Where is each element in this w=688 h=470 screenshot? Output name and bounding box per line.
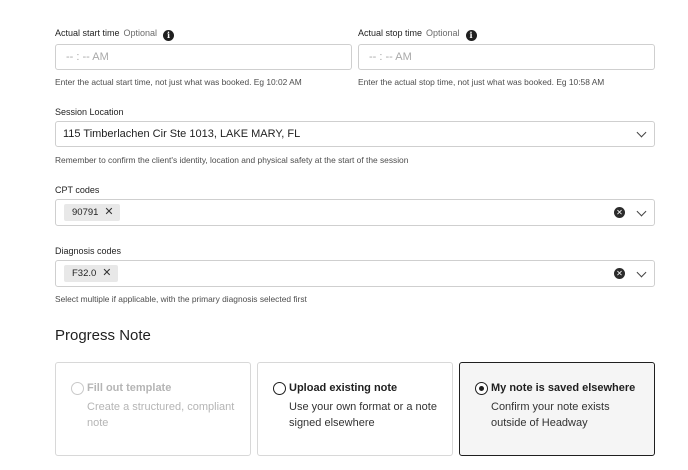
option-title: My note is saved elsewhere	[491, 382, 636, 394]
x-icon[interactable]: ✕	[102, 267, 112, 279]
cpt-code-chip: 90791 ✕	[64, 204, 120, 221]
info-icon[interactable]: i	[466, 30, 477, 41]
clear-icon[interactable]: ✕	[614, 207, 625, 218]
option-note-saved-elsewhere[interactable]	[459, 362, 655, 456]
chevron-down-icon[interactable]	[637, 268, 647, 278]
session-location-select[interactable]	[55, 121, 655, 147]
chevron-down-icon[interactable]	[637, 128, 647, 138]
radio-upload-existing-note[interactable]	[273, 382, 286, 395]
stop-time-placeholder: -- : -- AM	[369, 51, 412, 63]
session-location-help: Remember to confirm the client's identity, location and physical safety at the start of the session	[55, 155, 409, 165]
radio-fill-out-template	[71, 382, 84, 395]
option-title: Fill out template	[87, 382, 172, 394]
cpt-codes-select[interactable]	[55, 199, 655, 226]
diagnosis-code-chip: F32.0 ✕	[64, 265, 118, 282]
option-fill-out-template	[55, 362, 251, 456]
radio-note-saved-elsewhere[interactable]	[475, 382, 488, 395]
cpt-codes-label: CPT codes	[55, 185, 100, 195]
option-title: Upload existing note	[289, 382, 398, 394]
session-location-label: Session Location	[55, 107, 124, 117]
start-time-placeholder: -- : -- AM	[66, 51, 109, 63]
diagnosis-codes-select[interactable]	[55, 260, 655, 287]
stop-time-input[interactable]	[358, 44, 655, 70]
option-description: Create a structured, compliant note	[87, 401, 235, 429]
start-time-optional: Optional	[123, 28, 158, 38]
info-icon[interactable]: i	[163, 30, 174, 41]
stop-time-help: Enter the actual stop time, not just what was booked. Eg 10:58 AM	[358, 77, 605, 87]
start-time-input[interactable]	[55, 44, 352, 70]
progress-note-title: Progress Note	[55, 327, 151, 344]
x-icon[interactable]: ✕	[104, 206, 114, 218]
chevron-down-icon[interactable]	[637, 207, 647, 217]
stop-time-optional: Optional	[426, 28, 460, 38]
diagnosis-codes-help: Select multiple if applicable, with the primary diagnosis selected first	[55, 294, 307, 304]
session-location-value: 115 Timberlachen Cir Ste 1013, LAKE MARY, FL	[63, 128, 301, 140]
start-time-help: Enter the actual start time, not just what was booked. Eg 10:02 AM	[55, 77, 302, 87]
option-description: Confirm your note exists outside of Headway	[491, 401, 610, 429]
option-description: Use your own format or a note signed elsewhere	[289, 401, 437, 429]
stop-time-label: Actual stop time Optional i	[358, 28, 477, 41]
start-time-label: Actual start time Optional i	[55, 28, 174, 41]
diagnosis-codes-label: Diagnosis codes	[55, 246, 122, 256]
option-upload-existing-note[interactable]	[257, 362, 453, 456]
clear-icon[interactable]: ✕	[614, 268, 625, 279]
